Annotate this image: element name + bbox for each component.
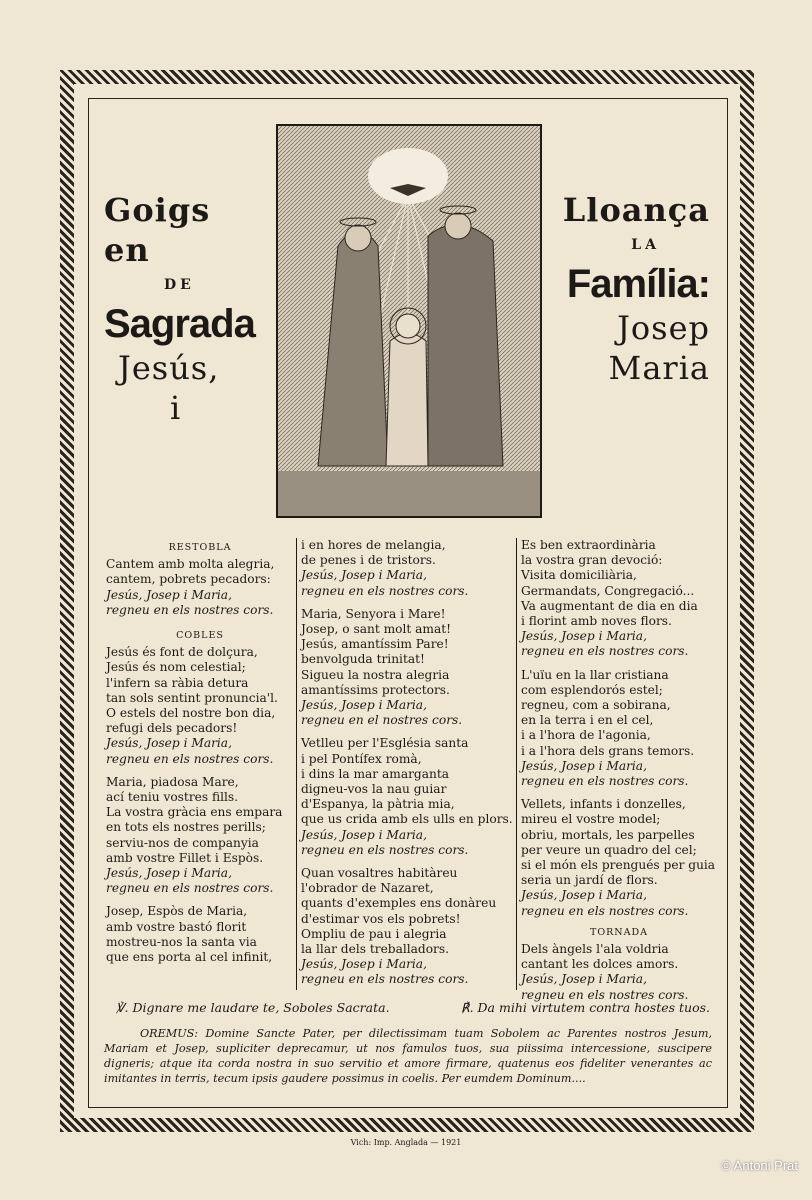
verse-line: i a l'hora de l'agonia, [521,728,651,743]
verse-line: benvolguda trinitat! [301,652,425,667]
verse-line: regneu en els nostres cors. [106,881,274,896]
title-word: i [170,389,182,427]
verse-line: Vetlleu per l'Església santa [301,736,469,751]
verse-line: regneu en els nostres cors. [301,583,469,598]
verse-line: la vostra gran devoció: [521,553,663,568]
verse-line: regneu en els nostres cors. [521,644,689,659]
verse-line: Jesús és font de dolçura, [106,645,258,660]
verse-line: Maria, Senyora i Mare! [301,606,446,621]
verse-line: i a l'hora dels grans temors. [521,743,695,758]
verse-line: de penes i de tristors. [301,553,436,568]
verse-line: cantem, pobrets pecadors: [106,572,271,587]
title-word: DE [164,277,195,293]
verse-line: obriu, mortals, les parpelles [521,827,695,842]
verse-line: la llar dels treballadors. [301,942,449,957]
verse-line: digneu-vos la nau guiar [301,782,447,797]
verse-line: O estels del nostre bon dia, [106,706,276,721]
verse-line: regneu, com a sobirana, [521,698,671,713]
verse-line: Jesús, Josep i Maria, [301,698,427,713]
verse-line: Jesús, Josep i Maria, [521,758,647,773]
verse-line: i en hores de melangia, [301,538,446,552]
verse-line: per veure un quadro del cel; [521,842,697,857]
title-word: Jesús, [118,349,220,387]
verse-line: Josep, Espòs de Maria, [106,904,248,919]
verse-line: Jesús és nom celestial; [106,660,246,675]
verse-line: Jesús, Josep i Maria, [301,827,427,842]
verse-line: i dins la mar amarganta [301,766,450,781]
verse-line: Quan vosaltres habitàreu [301,866,458,881]
verse-line: Visita domiciliària, [521,568,637,583]
verse-line: si el món els prengués per guia [521,858,716,873]
section-heading: COBLES [176,630,224,642]
title-word: Maria [608,349,710,387]
verse-line: en la terra i en el cel, [521,713,654,728]
title-right [558,190,710,388]
section-heading: TORNADA [590,926,648,938]
verse-line: d'Espanya, la pàtria mia, [301,797,455,812]
title-word: Lloança [562,191,710,229]
verse-line: Jesús, Josep i Maria, [106,587,232,602]
verse-line: que us crida amb els ulls en plors. [301,812,513,827]
verse-line: com esplendorós estel; [521,682,663,697]
verse-line: d'estimar vos els pobrets! [301,911,461,926]
verse-line: quants d'exemples ens donàreu [301,896,497,911]
verse-line: Jesús, Josep i Maria, [521,972,647,987]
verse-line: en tots els nostres perills; [106,820,266,835]
verse-line: Jesús, amantíssim Pare! [301,637,449,652]
column-3 [516,538,717,1002]
printer-imprint: Vich: Imp. Anglada — 1921 [350,1138,462,1147]
verse-line: l'obrador de Nazaret, [301,881,434,896]
holy-family-engraving [276,124,542,518]
verse-line: L'uïu en la llar cristiana [521,667,669,682]
verse-line: regneu en els nostres cors. [301,972,469,987]
versicle: ℣. Dignare me laudare te, Soboles Sacrata. [116,1000,390,1015]
verse-line: mireu el vostre model; [521,812,661,827]
verse-line: que ens porta al cel infinit, [106,950,273,965]
verse-line: i pel Pontífex romà, [301,751,422,766]
verse-line: Jesús, Josep i Maria, [521,888,647,903]
column-1 [106,538,294,965]
response: ℟. Da mihi virtutem contra hostes tuos. [461,1000,710,1015]
verse-line: regneu en els nostres cors. [521,774,689,789]
verse-line: tan sols sentint pronuncia'l. [106,690,278,705]
column-2 [296,538,513,990]
verse-line: La vostra gràcia ens empara [106,805,283,820]
verse-line: amantíssims protectors. [301,682,450,697]
verse-line: Vellets, infants i donzelles, [521,797,686,812]
verse-line: cantant les dolces amors. [521,957,679,972]
verse-line: Es ben extraordinària [521,538,656,552]
title-left [104,190,264,428]
verse-line: Va augmentant de dia en dia [521,598,698,613]
verse-line: Maria, piadosa Mare, [106,774,239,789]
verse-line: Sigueu la nostra alegria [301,667,450,682]
title-word: Goigs en [104,191,211,269]
verse-line: Jesús, Josep i Maria, [301,957,427,972]
verse-line: ací teniu vostres fills. [106,790,239,805]
verse-line: Jesús, Josep i Maria, [521,629,647,644]
verse-line: Jesús, Josep i Maria, [106,736,232,751]
verse-line: regneu en els nostres cors. [521,987,689,1002]
verse-line: regneu en els nostres cors. [106,602,274,617]
title-word: Família: [566,262,710,306]
verse-line: Josep, o sant molt amat! [301,622,452,637]
verse-line: Germandats, Congregació... [521,583,695,598]
verse-line: Ompliu de pau i alegria [301,926,447,941]
verse-line: refugi dels pecadors! [106,721,238,736]
verse-line: mostreu-nos la santa via [106,934,257,949]
verse-line: i florint amb noves flors. [521,614,672,629]
title-word: Sagrada [104,302,255,346]
hymn-columns [104,538,716,1002]
verse-line: amb vostre Fillet i Espòs. [106,850,264,865]
oremus-prayer: OREMUS: Domine Sancte Pater, per dilectissimam tuam Sobolem ac Parentes nostros Jesum, Mariam et Josep, supliciter deprecamur, ut nos famulos tuos, sua piissima intercessione, suscipere digneris; atque ita corda nostra in suo servitio et amore firmare, quatenus eos fideliter venerantes ac imitantes in terris, tecum ipsis gaudere possimus in coelis. Per eumdem Dominum.... [104,1027,712,1085]
copyright-watermark: © Antoni Prat [721,1158,798,1173]
verse-line: Jesús, Josep i Maria, [106,866,232,881]
title-word: Josep [617,309,710,347]
verse-line: Cantem amb molta alegria, [106,557,275,572]
verse-line: Jesús, Josep i Maria, [301,568,427,583]
verse-line: regneu en els nostres cors. [521,903,689,918]
verse-line: regneu en el nostres cors. [301,713,463,728]
verse-line: seria un jardí de flors. [521,873,658,888]
verse-line: l'infern sa ràbia detura [106,675,249,690]
verse-line: serviu-nos de companyia [106,835,259,850]
verse-line: regneu en els nostres cors. [106,751,274,766]
title-word: LA [631,237,660,253]
verse-line: amb vostre bastó florit [106,919,247,934]
verse-line: Dels àngels l'ala voldria [521,942,669,957]
verse-line: regneu en els nostres cors. [301,842,469,857]
section-heading: RESTOBLA [168,542,232,553]
